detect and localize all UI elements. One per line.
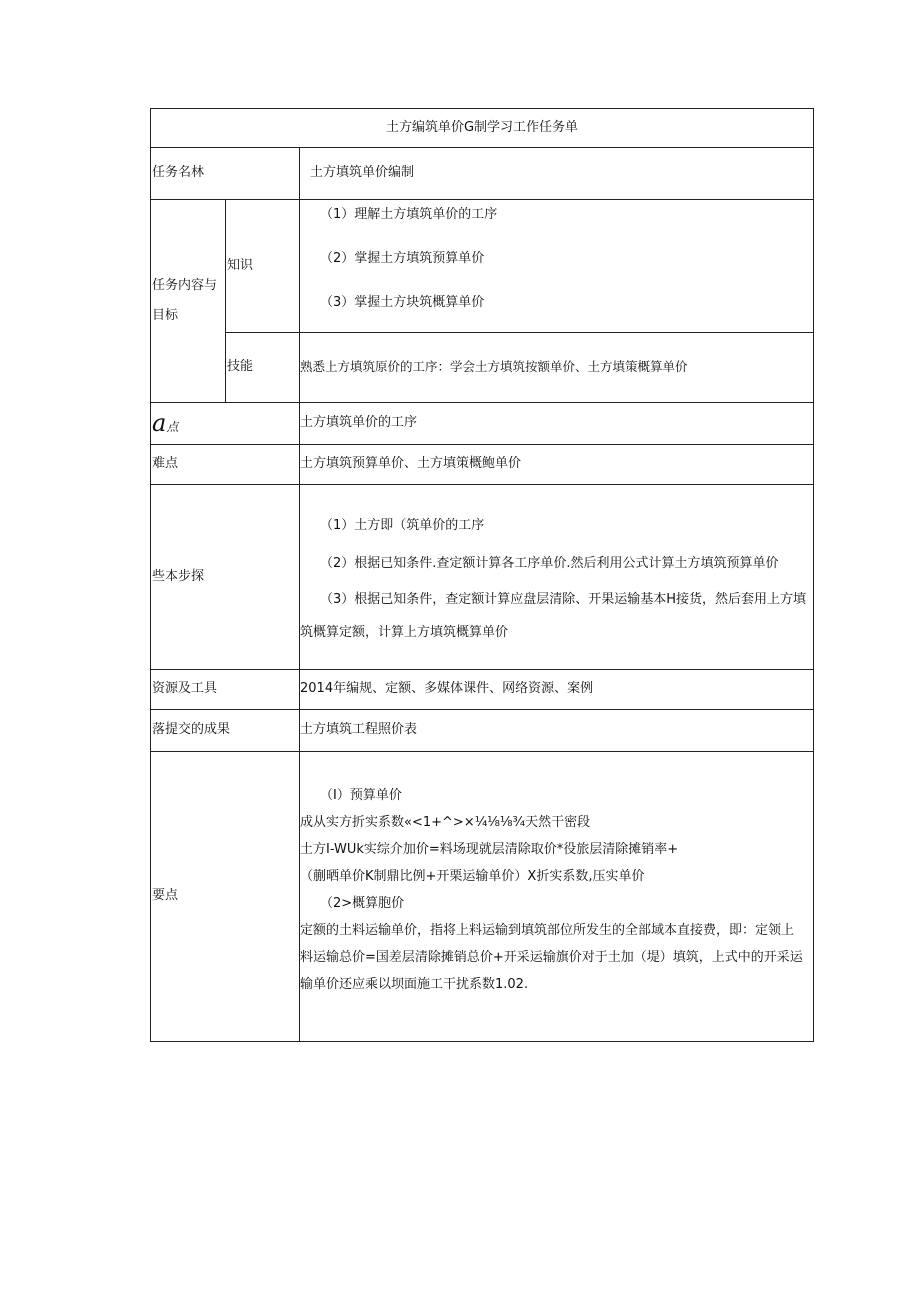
deliverable-row (151, 710, 814, 752)
essentials-line: 成从实方折实系数«<1+^>×¼⅛⅛¾天然干密段 (300, 815, 591, 830)
resources-value: 2014年编规、定额、多媒体课件、网络资源、案例 (300, 670, 814, 710)
step-item: 筑概算定额，计算上方填筑概算单价 (300, 625, 509, 640)
essentials-line: 定额的土料运输单价，指将上料运输到填筑部位所发生的全部域本直接费，即：定领上 (300, 923, 795, 938)
content-label-text: 任务内容与目标 (152, 278, 218, 323)
difficulty-label: 难点 (151, 445, 300, 485)
steps-row (151, 485, 814, 670)
skill-row (151, 333, 814, 403)
key-point-row (151, 403, 814, 445)
knowledge-item: （1）理解土方填筑单价的工序 (320, 207, 498, 222)
content-label (151, 200, 226, 403)
step-item: （3）根据己知条件，查定额计算应盘层清除、开果运输基本H接货，然后套用上方填 (320, 592, 807, 607)
essentials-line: （2>概算胞价 (320, 896, 405, 911)
knowledge-item: （3）掌握土方块筑概算单价 (320, 295, 485, 310)
essentials-line: 料运输总价=国差层清除摊销总价+开采运输旗价对于土加（堤）填筑，上式中的开采运 (300, 950, 803, 965)
knowledge-item: （2）掌握土方填筑预算单价 (320, 251, 485, 266)
key-point-label-a: a (152, 408, 167, 437)
resources-label: 资源及工具 (151, 670, 300, 710)
essentials-line: （I）预算单价 (320, 788, 402, 803)
knowledge-row (151, 200, 814, 333)
difficulty-row (151, 445, 814, 485)
table-title: 土方编筑单价G制学习工作任务单 (151, 109, 814, 148)
resources-row (151, 670, 814, 710)
essentials-line: （蒯晒单价K制鼎比例+开栗运输单价）X折实系数,压实单价 (300, 869, 645, 884)
task-name-row (151, 148, 814, 200)
step-item: （1）土方即（筑单价的工序 (320, 518, 485, 533)
task-table (150, 108, 814, 1042)
task-name-value: 土方填筑单价编制 (300, 148, 814, 200)
deliverable-label: 落提交的成果 (151, 710, 300, 752)
difficulty-value: 土方填筑预算单价、土方填策概鲍单价 (300, 445, 814, 485)
essentials-line: 输单价还应乘以坝面施工干扰系数1.02. (300, 977, 529, 992)
steps-list (300, 485, 814, 670)
skill-value: 熟悉上方填筑原价的工序：学会土方填筑按额单价、土方填策概算单价 (300, 333, 814, 403)
knowledge-list (300, 200, 814, 333)
essentials-line: 土方I-WUk实综介加价=料场现就层清除取价*役旅层清除摊销率+ (300, 842, 679, 857)
step-item: （2）根据已知条件.查定额计算各工序单价.然后利用公式计算土方填筑预算单价 (320, 556, 779, 571)
essentials-list (300, 752, 814, 1042)
steps-label: 些本步探 (151, 485, 300, 670)
key-point-value: 土方填筑单价的工序 (300, 403, 814, 445)
task-name-label: 任务名林 (151, 148, 300, 200)
key-point-label-b: 点 (166, 419, 179, 434)
skill-label: 技能 (226, 333, 300, 403)
essentials-label: 要点 (151, 752, 300, 1042)
essentials-row (151, 752, 814, 1042)
title-row (151, 109, 814, 148)
knowledge-label: 知识 (226, 200, 300, 333)
key-point-label (151, 403, 300, 445)
deliverable-value: 土方填筑工程照价表 (300, 710, 814, 752)
